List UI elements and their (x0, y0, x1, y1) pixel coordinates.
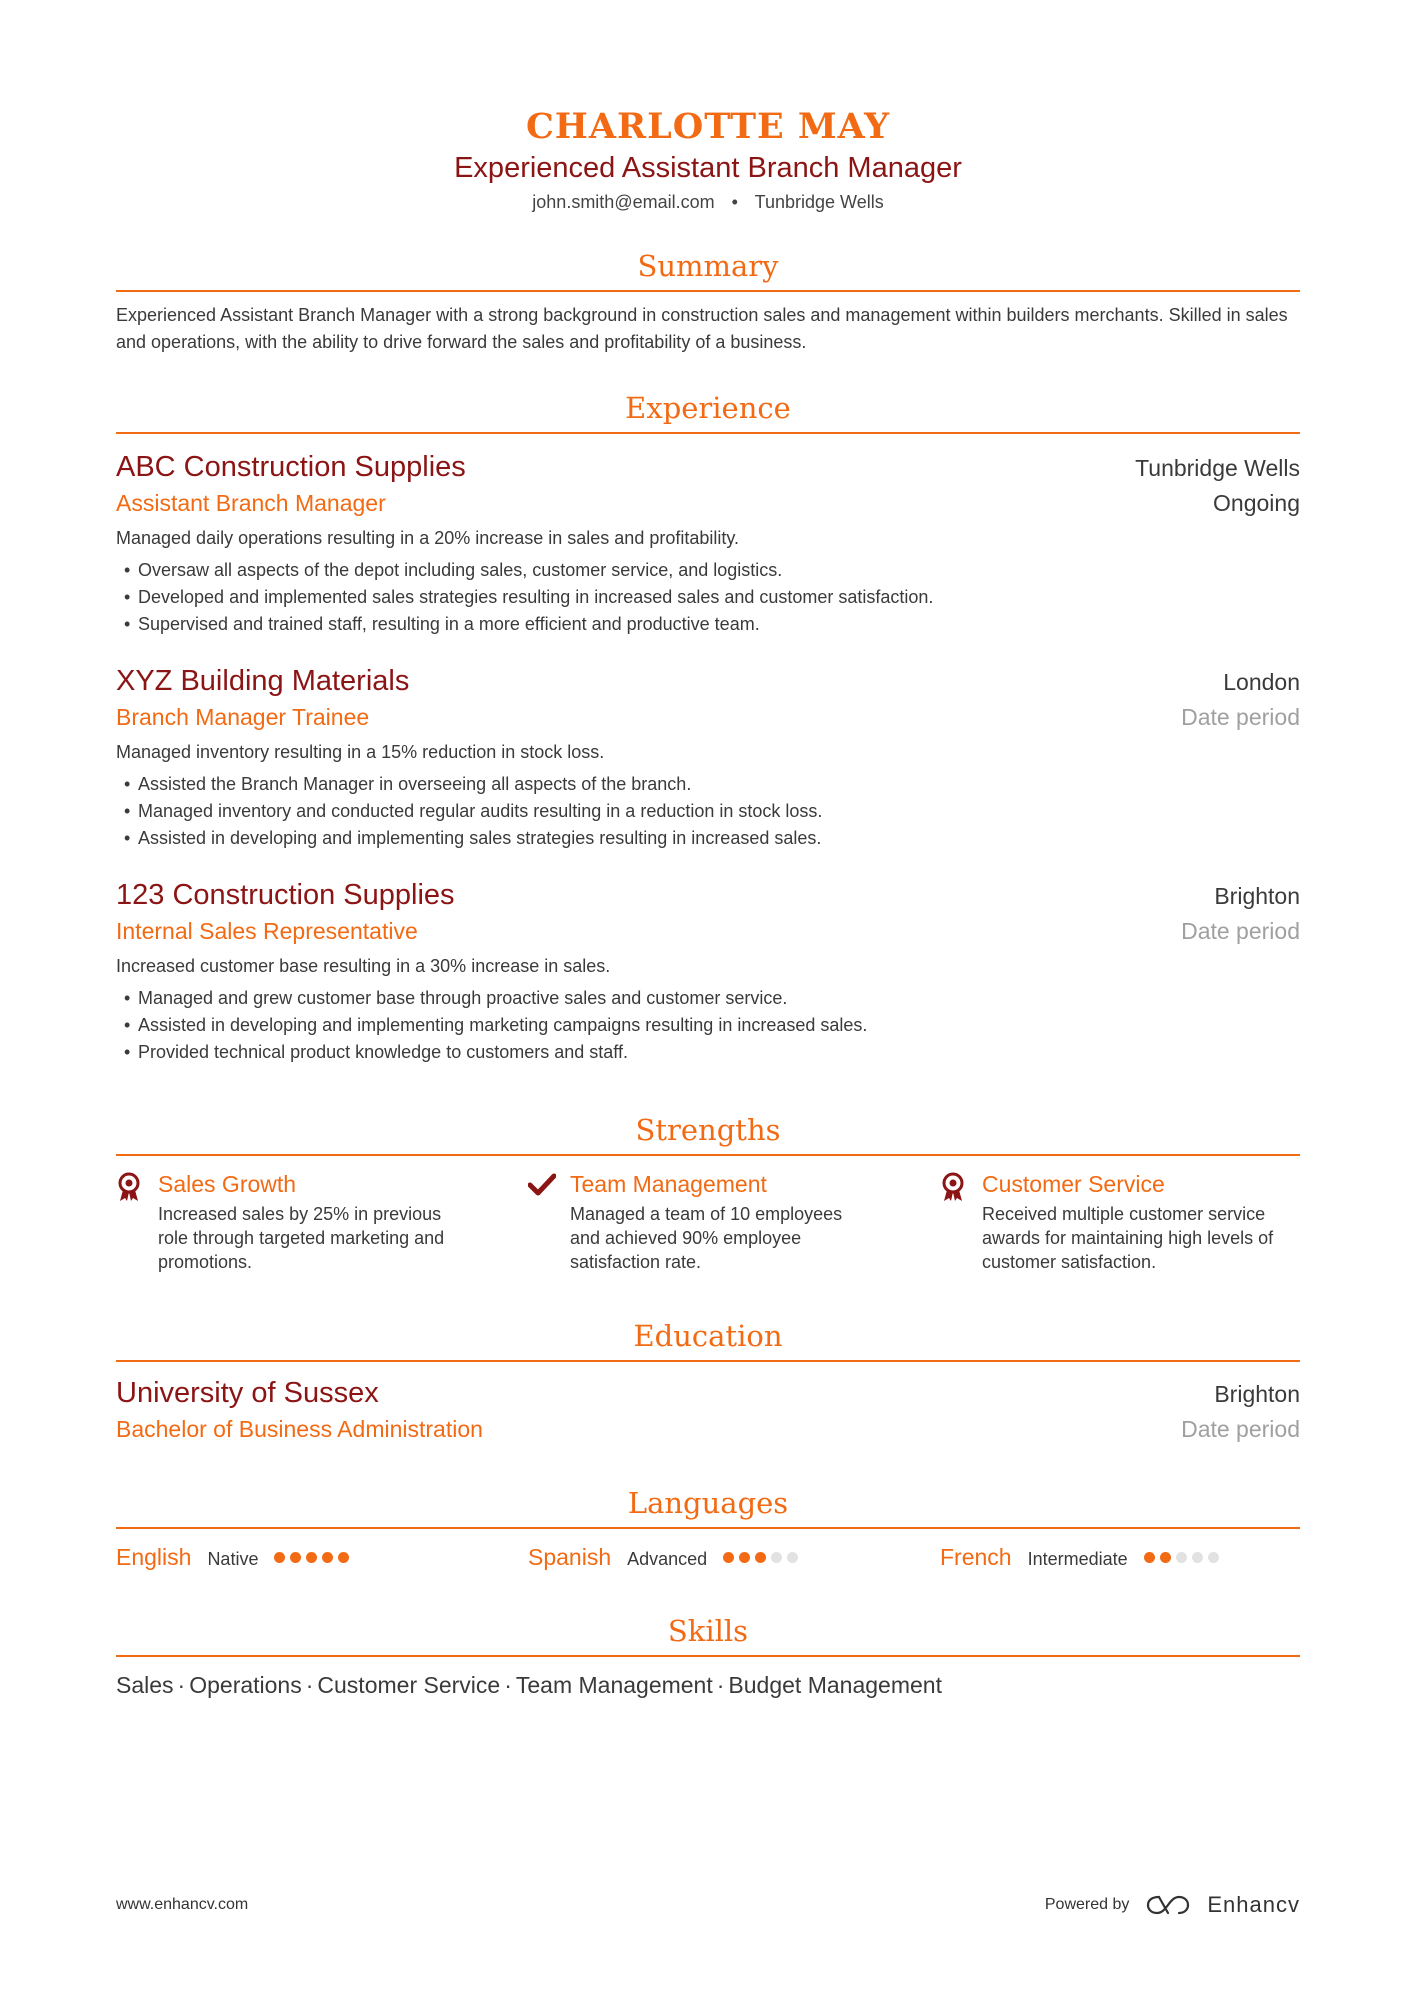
skill-item: Team Management (515, 1672, 713, 1698)
rating-dot-empty (1208, 1552, 1219, 1563)
skill-item: Operations (189, 1672, 302, 1698)
language-rating (274, 1552, 349, 1563)
rating-dot-filled (739, 1552, 750, 1563)
job-bullet: • Provided technical product knowledge to customers and staff. (116, 1039, 1300, 1066)
language-rating (723, 1552, 798, 1563)
languages-section (116, 1483, 1300, 1573)
language-item (528, 1541, 940, 1573)
job-bullet: • Developed and implemented sales strategies resulting in increased sales and customer satisfaction. (116, 584, 1300, 611)
job-title: Branch Manager Trainee (116, 704, 370, 730)
rating-dot-filled (274, 1552, 285, 1563)
resume-page (116, 0, 1300, 1701)
section-title-strengths: Strengths (116, 1110, 1300, 1156)
rating-dot-filled (290, 1552, 301, 1563)
job-description: Managed inventory resulting in a 15% reduction in stock loss. (116, 742, 605, 762)
contact-location: Tunbridge Wells (754, 192, 884, 212)
education-item (116, 1374, 1300, 1445)
candidate-name: CHARLOTTE MAY (525, 106, 891, 147)
language-name: English (116, 1544, 192, 1570)
skill-item: Budget Management (728, 1672, 942, 1698)
rating-dot-filled (755, 1552, 766, 1563)
education-location: Brighton (1214, 1381, 1300, 1407)
language-name: Spanish (528, 1544, 612, 1570)
skills-section (116, 1611, 1300, 1701)
language-level: Advanced (627, 1549, 708, 1569)
summary-section (116, 246, 1300, 356)
job-bullet: • Assisted the Branch Manager in overseeing all aspects of the branch. (116, 771, 1300, 798)
job-bullets (116, 985, 1300, 1066)
company-name: 123 Construction Supplies (116, 879, 455, 911)
job-location: Brighton (1214, 883, 1300, 909)
strength-title: Customer Service (982, 1171, 1165, 1197)
skill-separator: · (716, 1672, 725, 1698)
section-title-experience: Experience (116, 388, 1300, 434)
rating-dot-empty (771, 1552, 782, 1563)
strength-description: Managed a team of 10 employees and achieved 90% employee satisfaction rate. (570, 1204, 843, 1272)
experience-section (116, 388, 1300, 1066)
page-footer (116, 1892, 1300, 1918)
job-title: Assistant Branch Manager (116, 490, 386, 516)
education-section (116, 1316, 1300, 1445)
contact-separator: • (731, 192, 738, 212)
skill-separator: · (504, 1672, 512, 1698)
award-icon (116, 1172, 142, 1202)
language-item (940, 1541, 1300, 1573)
job-bullet: • Supervised and trained staff, resulting in a more efficient and productive team. (116, 611, 1300, 638)
rating-dot-filled (1144, 1552, 1155, 1563)
strength-item (528, 1168, 940, 1274)
award-icon (940, 1172, 966, 1202)
experience-item (116, 662, 1300, 852)
skills-list (116, 1669, 1300, 1701)
rating-dot-filled (338, 1552, 349, 1563)
strength-item (116, 1168, 528, 1274)
contact-line (116, 190, 1300, 214)
company-name: ABC Construction Supplies (116, 451, 466, 483)
institution-name: University of Sussex (116, 1377, 379, 1409)
summary-text: Experienced Assistant Branch Manager with a strong background in construction sales and management within builders merchants. Skilled in sales and operations, with the ability to drive forward the sales and profitability of a business. (116, 305, 1288, 352)
job-date: Date period (1181, 704, 1300, 730)
rating-dot-filled (723, 1552, 734, 1563)
strength-item (940, 1168, 1300, 1274)
company-name: XYZ Building Materials (116, 665, 410, 697)
rating-dot-empty (1176, 1552, 1187, 1563)
website-link[interactable]: www.enhancv.com (116, 1896, 249, 1913)
education-date: Date period (1181, 1416, 1300, 1442)
rating-dot-filled (322, 1552, 333, 1563)
job-date: Ongoing (1213, 490, 1300, 516)
language-level: Native (207, 1549, 259, 1569)
rating-dot-filled (306, 1552, 317, 1563)
job-bullets (116, 557, 1300, 638)
language-name: French (940, 1544, 1012, 1570)
language-item (116, 1541, 528, 1573)
job-bullet: • Managed and grew customer base through proactive sales and customer service. (116, 985, 1300, 1012)
job-bullet: • Assisted in developing and implementing sales strategies resulting in increased sales. (116, 825, 1300, 852)
brand-name: Enhancv (1207, 1892, 1300, 1917)
strength-title: Sales Growth (158, 1171, 297, 1197)
job-bullets (116, 771, 1300, 852)
checkmark-icon (528, 1172, 556, 1198)
strengths-section (116, 1110, 1300, 1274)
section-title-education: Education (116, 1316, 1300, 1362)
skill-item: Customer Service (317, 1672, 501, 1698)
strength-title: Team Management (570, 1171, 767, 1197)
candidate-headline: Experienced Assistant Branch Manager (454, 152, 962, 184)
experience-item (116, 448, 1300, 638)
language-rating (1144, 1552, 1219, 1563)
enhancv-logo-icon (1145, 1893, 1191, 1917)
skill-separator: · (305, 1672, 314, 1698)
job-date: Date period (1181, 918, 1300, 944)
section-title-skills: Skills (116, 1611, 1300, 1657)
section-title-summary: Summary (116, 246, 1300, 292)
job-location: Tunbridge Wells (1135, 455, 1300, 481)
job-bullet: • Assisted in developing and implementing marketing campaigns resulting in increased sales. (116, 1012, 1300, 1039)
job-description: Increased customer base resulting in a 30% increase in sales. (116, 956, 611, 976)
powered-by-label: Powered by (1044, 1896, 1130, 1913)
skill-separator: · (177, 1672, 186, 1698)
language-level: Intermediate (1027, 1549, 1128, 1569)
skill-item: Sales (116, 1672, 174, 1698)
rating-dot-empty (1192, 1552, 1203, 1563)
job-title: Internal Sales Representative (116, 918, 418, 944)
rating-dot-filled (1160, 1552, 1171, 1563)
degree-title: Bachelor of Business Administration (116, 1416, 483, 1442)
job-location: London (1223, 669, 1300, 695)
strength-description: Increased sales by 25% in previous role through targeted marketing and promotions. (158, 1204, 445, 1272)
brand-block (1045, 1892, 1300, 1918)
job-bullet: • Oversaw all aspects of the depot including sales, customer service, and logistics. (116, 557, 1300, 584)
email-link[interactable]: john.smith@email.com (532, 192, 715, 212)
section-title-languages: Languages (116, 1483, 1300, 1529)
experience-item (116, 876, 1300, 1066)
rating-dot-empty (787, 1552, 798, 1563)
resume-header (116, 0, 1300, 214)
strength-description: Received multiple customer service awards for maintaining high levels of customer satisfaction. (982, 1204, 1274, 1272)
job-description: Managed daily operations resulting in a 20% increase in sales and profitability. (116, 528, 740, 548)
job-bullet: • Managed inventory and conducted regular audits resulting in a reduction in stock loss. (116, 798, 1300, 825)
